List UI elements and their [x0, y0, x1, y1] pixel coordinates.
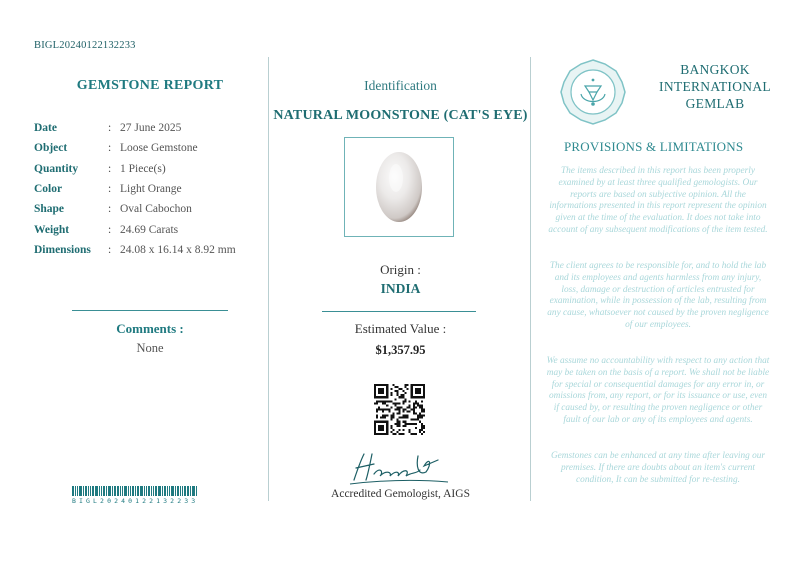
- provisions-paragraph: Gemstones can be enhanced at any time after leaving our premises. If there are doubts about an item's current condition, It can be submitted for re-testing.: [550, 451, 766, 485]
- qr-module: [394, 433, 396, 435]
- qr-module: [403, 408, 405, 410]
- qr-module: [398, 411, 400, 413]
- qr-module: [407, 411, 409, 413]
- qr-module: [398, 429, 400, 431]
- gemologist-caption: Accredited Gemologist, AIGS: [331, 488, 470, 500]
- report-title: GEMSTONE REPORT: [76, 78, 224, 93]
- identification-label: Identification: [364, 78, 437, 93]
- report-id: BIGL20240122132233: [34, 40, 136, 51]
- barcode-bar: [169, 486, 170, 496]
- qr-module: [376, 400, 378, 402]
- qr-module: [390, 392, 392, 394]
- barcode-bar: [146, 486, 147, 496]
- qr-module: [396, 431, 398, 433]
- qr-module: [415, 400, 417, 402]
- qr-module: [396, 386, 398, 388]
- barcode-bar: [167, 486, 168, 496]
- qr-module: [396, 392, 398, 394]
- qr-module: [421, 429, 423, 431]
- qr-module: [419, 431, 421, 433]
- qr-module: [411, 433, 413, 435]
- detail-label: Dimensions: [34, 243, 91, 256]
- qr-module: [390, 425, 392, 427]
- signature-icon: [344, 446, 456, 488]
- provisions-paragraph: We assume no accountability with respect to any action that may be taken on the basis of a report. We shall not be liable for special or consequential damages for any error in, or omissions from, any report, or for its issuance or use, even if caused by, or resulting the proven negligence or other fault of our lab or any of its employees and agents.: [546, 356, 770, 425]
- qr-module: [392, 433, 394, 435]
- barcode-bar: [72, 486, 74, 496]
- column-divider-left: [268, 57, 269, 501]
- qr-module: [405, 425, 407, 427]
- qr-module: [398, 417, 400, 419]
- qr-module: [382, 408, 384, 410]
- detail-label: Weight: [34, 223, 70, 236]
- qr-module: [405, 398, 407, 400]
- detail-value: Light Orange: [120, 183, 182, 196]
- qr-module: [419, 421, 421, 423]
- qr-module: [413, 404, 415, 406]
- logo-emblem-icon: [559, 58, 627, 126]
- qr-module: [394, 408, 396, 410]
- qr-module: [405, 384, 407, 386]
- qr-module: [390, 431, 392, 433]
- barcode-bar: [122, 486, 123, 496]
- barcode-bar: [175, 486, 176, 496]
- detail-row-date: [34, 118, 266, 138]
- detail-value: 24.08 x 16.14 x 8.92 mm: [120, 243, 236, 256]
- barcode-bar: [112, 486, 113, 496]
- qr-module: [384, 417, 386, 419]
- qr-module: [378, 388, 384, 394]
- qr-module: [382, 411, 384, 413]
- barcode-bar: [90, 486, 91, 496]
- detail-row-shape: [34, 199, 266, 219]
- qr-module: [398, 433, 400, 435]
- qr-module: [380, 400, 382, 402]
- qr-module: [421, 417, 423, 419]
- qr-module: [417, 417, 419, 419]
- barcode-bar: [95, 486, 98, 496]
- stone-name: NATURAL MOONSTONE (CAT'S EYE): [273, 108, 528, 123]
- qr-module: [382, 402, 384, 404]
- qr-module: [376, 408, 378, 410]
- detail-row-object: [34, 138, 266, 158]
- barcode-bar: [128, 486, 129, 496]
- qr-module: [407, 417, 409, 419]
- qr-module: [401, 433, 403, 435]
- qr-module: [376, 415, 378, 417]
- details-list: [34, 118, 266, 260]
- qr-module: [394, 423, 396, 425]
- qr-module: [386, 400, 388, 402]
- qr-module: [390, 394, 392, 396]
- comments-label: Comments :: [116, 321, 184, 336]
- detail-value: Loose Gemstone: [120, 142, 198, 155]
- qr-module: [392, 384, 394, 386]
- qr-module: [415, 427, 417, 429]
- barcode-bar: [151, 486, 152, 496]
- qr-module: [407, 384, 409, 386]
- barcode-bar: [99, 486, 100, 496]
- qr-module: [407, 415, 409, 417]
- qr-module: [421, 415, 423, 417]
- detail-separator: :: [108, 203, 112, 216]
- qr-module: [403, 411, 405, 413]
- origin-label: Origin :: [380, 262, 421, 277]
- qr-module: [376, 417, 378, 419]
- qr-module: [421, 425, 423, 427]
- gemstone-photo: [344, 137, 454, 237]
- qr-module: [376, 402, 378, 404]
- barcode-bar: [177, 486, 179, 496]
- provisions-title: PROVISIONS & LIMITATIONS: [564, 139, 744, 154]
- qr-module: [390, 400, 392, 402]
- qr-module: [413, 402, 415, 404]
- qr-module: [421, 406, 423, 408]
- detail-row-color: [34, 179, 266, 199]
- barcode-bar: [117, 486, 119, 496]
- barcode-bar: [108, 486, 111, 496]
- qr-module: [384, 400, 386, 402]
- qr-module: [421, 411, 423, 413]
- detail-label: Object: [34, 142, 68, 155]
- value-divider: [322, 311, 476, 312]
- qr-module: [396, 413, 398, 415]
- qr-module: [415, 406, 417, 408]
- qr-module: [396, 419, 398, 421]
- qr-module: [396, 390, 398, 392]
- barcode-bar: [92, 486, 94, 496]
- barcode-bar: [196, 486, 197, 496]
- qr-module: [384, 402, 386, 404]
- barcode-bar: [75, 486, 76, 496]
- barcode-bar: [144, 486, 145, 496]
- qr-module: [405, 386, 407, 388]
- qr-module: [413, 406, 415, 408]
- qr-module: [401, 394, 403, 396]
- qr-module: [421, 408, 423, 410]
- provisions-paragraph: The client agrees to be responsible for, and to hold the lab and its employees and agents harmless from any injury, loss, damage or destruction of articles entrusted for examination, while in possession of the lab, resulting from any cause, whatsoever not caused by the proven negligence of our employees.: [547, 261, 769, 330]
- qr-module: [392, 402, 394, 404]
- barcode-bar: [106, 486, 107, 496]
- qr-module: [390, 427, 392, 429]
- qr-module: [396, 406, 398, 408]
- qr-module: [396, 394, 398, 396]
- qr-module: [403, 394, 405, 396]
- qr-module: [378, 400, 380, 402]
- qr-module: [390, 419, 392, 421]
- qr-module: [405, 415, 407, 417]
- barcode-bar: [190, 486, 191, 496]
- qr-module: [386, 404, 388, 406]
- barcode-bar: [148, 486, 150, 496]
- barcode-bar: [182, 486, 183, 496]
- qr-module: [415, 433, 417, 435]
- detail-value: 27 June 2025: [120, 122, 182, 135]
- qr-module: [396, 421, 398, 423]
- qr-module: [411, 419, 413, 421]
- detail-label: Shape: [34, 203, 65, 216]
- provisions-paragraph: The items described in this report has been properly examined by at least three qualified gemologists. Our reports are based on subjective opinion. All the informations presented in this report represent the opinion given at the time of the evaluation. It does not take into account of any subsequent modifications of the item tested.: [548, 166, 768, 235]
- qr-module: [403, 417, 405, 419]
- qr-module: [403, 396, 405, 398]
- qr-module: [380, 417, 382, 419]
- detail-row-weight: [34, 219, 266, 239]
- barcode-bar: [101, 486, 102, 496]
- qr-module: [413, 419, 415, 421]
- barcode-bar: [114, 486, 116, 496]
- qr-module: [396, 425, 398, 427]
- qr-module: [423, 408, 425, 410]
- barcode-bar: [77, 486, 78, 496]
- qr-module: [415, 423, 417, 425]
- barcode-bar: [83, 486, 84, 496]
- qr-module: [405, 421, 407, 423]
- detail-row-quantity: [34, 159, 266, 179]
- lab-name-line: GEMLAB: [685, 95, 745, 111]
- detail-value: 24.69 Carats: [120, 223, 179, 236]
- qr-module: [413, 408, 415, 410]
- barcode-bar: [120, 486, 121, 496]
- qr-module: [378, 406, 380, 408]
- qr-module: [394, 404, 396, 406]
- lab-name-line: BANGKOK: [680, 62, 750, 77]
- detail-separator: :: [108, 142, 112, 155]
- barcode-number: BIGL20240122132233: [72, 497, 199, 505]
- barcode-bar: [85, 486, 87, 496]
- qr-module: [405, 423, 407, 425]
- qr-module: [386, 408, 388, 410]
- estimated-value: $1,357.95: [375, 343, 426, 357]
- barcode-bar: [137, 486, 139, 496]
- qr-module: [380, 408, 382, 410]
- qr-module: [419, 406, 421, 408]
- detail-label: Date: [34, 122, 57, 135]
- barcode-bar: [132, 486, 134, 496]
- barcode-bar: [153, 486, 154, 496]
- qr-module: [396, 408, 398, 410]
- qr-module: [388, 400, 390, 402]
- qr-module: [390, 415, 392, 417]
- qr-module: [390, 388, 392, 390]
- qr-module: [421, 427, 423, 429]
- qr-module: [405, 408, 407, 410]
- qr-module: [417, 404, 419, 406]
- qr-module: [398, 408, 400, 410]
- qr-module: [403, 425, 405, 427]
- barcode-bar: [155, 486, 157, 496]
- qr-module: [419, 415, 421, 417]
- qr-module: [376, 411, 378, 413]
- qr-module: [398, 402, 400, 404]
- qr-module: [403, 402, 405, 404]
- qr-module: [407, 388, 409, 390]
- gemstone-image: [345, 138, 453, 236]
- qr-module: [407, 406, 409, 408]
- barcode-icon: [72, 486, 228, 496]
- column-divider-right: [530, 57, 531, 501]
- qr-module: [409, 411, 411, 413]
- qr-module: [411, 423, 413, 425]
- barcode-bar: [130, 486, 131, 496]
- barcode-bar: [171, 486, 174, 496]
- qr-module: [374, 402, 376, 404]
- qr-module: [398, 423, 400, 425]
- qr-module: [378, 408, 380, 410]
- qr-module: [405, 400, 407, 402]
- qr-module: [388, 411, 390, 413]
- qr-module: [398, 406, 400, 408]
- qr-module: [417, 419, 419, 421]
- qr-module: [394, 398, 396, 400]
- qr-module: [413, 413, 415, 415]
- comments-value: None: [136, 341, 164, 355]
- lab-name: [640, 62, 790, 112]
- comments-divider: [72, 310, 228, 311]
- detail-label: Color: [34, 183, 63, 196]
- qr-module: [405, 392, 407, 394]
- qr-module: [390, 406, 392, 408]
- qr-module: [401, 396, 403, 398]
- detail-separator: :: [108, 243, 112, 256]
- qr-module: [403, 415, 405, 417]
- qr-module: [403, 421, 405, 423]
- qr-module: [421, 433, 423, 435]
- qr-module: [394, 390, 396, 392]
- barcode-bar: [135, 486, 136, 496]
- qr-module: [394, 386, 396, 388]
- qr-module: [415, 419, 417, 421]
- qr-module: [401, 388, 403, 390]
- qr-module: [382, 415, 384, 417]
- detail-separator: :: [108, 122, 112, 135]
- barcode-bar: [88, 486, 89, 496]
- qr-module: [398, 396, 400, 398]
- qr-module: [398, 388, 400, 390]
- qr-module: [423, 427, 425, 429]
- qr-module: [415, 388, 421, 394]
- qr-code-icon[interactable]: [374, 384, 425, 435]
- detail-separator: :: [108, 223, 112, 236]
- qr-module: [423, 431, 425, 433]
- qr-module: [409, 404, 411, 406]
- lab-name-line: INTERNATIONAL: [659, 78, 771, 94]
- barcode-bar: [103, 486, 105, 496]
- qr-module: [419, 417, 421, 419]
- qr-module: [384, 415, 386, 417]
- barcode-bar: [140, 486, 143, 496]
- barcode-bar: [158, 486, 161, 496]
- barcode-bar: [124, 486, 127, 496]
- barcode-bar: [184, 486, 186, 496]
- qr-module: [419, 429, 421, 431]
- qr-module: [409, 423, 411, 425]
- qr-module: [415, 402, 417, 404]
- qr-module: [403, 400, 405, 402]
- detail-value: 1 Piece(s): [120, 162, 166, 175]
- qr-module: [382, 400, 384, 402]
- barcode-bar: [187, 486, 189, 496]
- qr-module: [419, 413, 421, 415]
- qr-module: [417, 415, 419, 417]
- qr-module: [421, 423, 423, 425]
- qr-module: [423, 425, 425, 427]
- barcode-bar: [164, 486, 166, 496]
- barcode-bar: [192, 486, 195, 496]
- qr-module: [386, 415, 388, 417]
- qr-module: [415, 413, 417, 415]
- qr-module: [392, 429, 394, 431]
- qr-module: [409, 400, 411, 402]
- detail-separator: :: [108, 183, 112, 196]
- barcode-bar: [79, 486, 82, 496]
- qr-module: [398, 425, 400, 427]
- detail-row-dimensions: [34, 240, 266, 260]
- qr-module: [423, 415, 425, 417]
- qr-module: [396, 402, 398, 404]
- qr-module: [409, 431, 411, 433]
- qr-module: [401, 417, 403, 419]
- qr-module: [398, 413, 400, 415]
- qr-module: [421, 404, 423, 406]
- barcode-bar: [162, 486, 163, 496]
- qr-module: [392, 413, 394, 415]
- qr-module: [378, 425, 384, 431]
- qr-module: [388, 408, 390, 410]
- qr-module: [390, 417, 392, 419]
- origin-value: INDIA: [380, 281, 421, 296]
- qr-module: [392, 417, 394, 419]
- qr-module: [423, 411, 425, 413]
- qr-module: [421, 400, 423, 402]
- detail-value: Oval Cabochon: [120, 203, 192, 216]
- qr-module: [382, 417, 384, 419]
- qr-module: [413, 433, 415, 435]
- signature-text: Hashem A: [344, 446, 350, 447]
- qr-module: [403, 390, 405, 392]
- qr-module: [403, 433, 405, 435]
- qr-module: [392, 415, 394, 417]
- qr-module: [409, 406, 411, 408]
- qr-module: [398, 421, 400, 423]
- qr-module: [409, 429, 411, 431]
- barcode-bar: [180, 486, 181, 496]
- qr-module: [407, 423, 409, 425]
- qr-module: [394, 402, 396, 404]
- qr-module: [413, 423, 415, 425]
- qr-module: [411, 408, 413, 410]
- qr-module: [419, 404, 421, 406]
- qr-module: [417, 402, 419, 404]
- detail-label: Quantity: [34, 162, 79, 175]
- qr-module: [413, 411, 415, 413]
- estimated-value-label: Estimated Value :: [354, 321, 447, 336]
- qr-module: [405, 417, 407, 419]
- qr-module: [403, 429, 405, 431]
- qr-module: [384, 408, 386, 410]
- detail-separator: :: [108, 162, 112, 175]
- qr-module: [396, 423, 398, 425]
- qr-module: [401, 406, 403, 408]
